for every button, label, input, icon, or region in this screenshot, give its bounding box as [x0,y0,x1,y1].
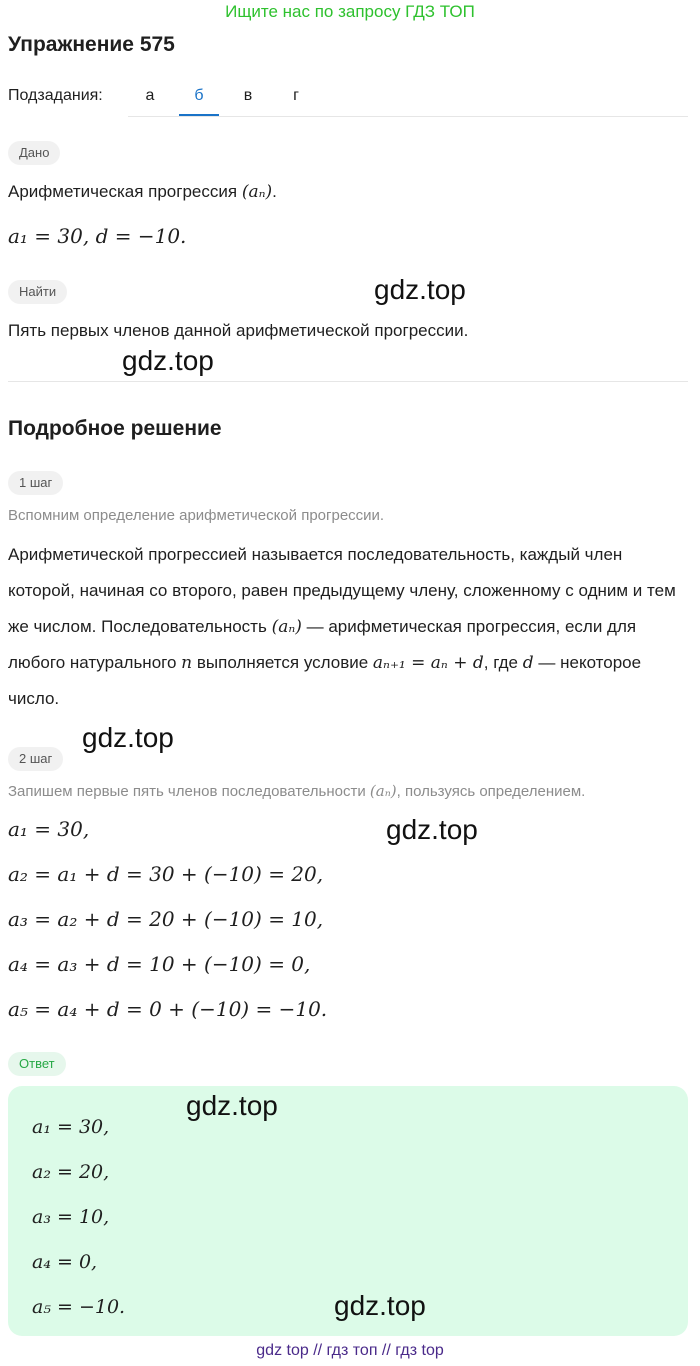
step2-line-3: a₃ = a₂ + d = 20 + (−10) = 10, [8,907,324,931]
answer-line-4: a₄ = 0, [32,1251,98,1273]
tab-a[interactable]: а [145,87,155,104]
solution-title: Подробное решение [8,417,222,440]
watermark: gdz.top [334,1290,426,1321]
step2-line-5: a₅ = a₄ + d = 0 + (−10) = −10. [8,997,328,1021]
step1-hint: Вспомним определение арифметической прогрессии. [8,507,385,524]
step1-p5: — некоторое число. [8,653,642,708]
step1-p4: , где [483,653,519,672]
step1-n: n [181,653,193,673]
subtasks-label: Подзадания: [8,87,103,104]
answer-line-5: a₅ = −10. [32,1296,126,1318]
top-banner: Ищите нас по запросу ГДЗ ТОП [225,2,475,21]
answer-line-1: a₁ = 30, [32,1116,110,1138]
given-text: Арифметическая прогрессия (aₙ). [8,182,277,202]
tab-g[interactable]: г [293,87,299,104]
step1-seq: (aₙ) [271,617,302,637]
given-formula: a₁ = 30, d = −10. [8,224,187,248]
step1-p1: Арифметической прогрессией называется последовательность, каждый член которой, начиная со второго, равен предыдущему члену, сложенному с одним и тем же числом. Последовательность [8,545,676,636]
answer-line-3: a₃ = 10, [32,1206,110,1228]
given-chip: Дано [8,141,60,165]
answer-line-2: a₂ = 20, [32,1161,110,1183]
step2-line-4: a₄ = a₃ + d = 10 + (−10) = 0, [8,952,311,976]
step1-paragraph [8,537,690,717]
step2-line-2: a₂ = a₁ + d = 30 + (−10) = 20, [8,862,324,886]
step2-seq: (aₙ) [369,782,397,800]
step1-cond: aₙ₊₁ = aₙ + d [372,653,484,673]
page-title: Упражнение 575 [8,33,175,56]
watermark: gdz.top [386,814,478,845]
section-divider [8,381,688,382]
step1-d: d [522,653,534,673]
tab-b[interactable]: б [179,76,219,116]
tab-v[interactable]: в [243,87,253,104]
watermark: gdz.top [82,722,174,753]
step2-line-1: a₁ = 30, [8,817,90,841]
given-label: Арифметическая прогрессия [8,182,238,201]
step1-p3: выполняется условие [196,653,369,672]
answer-chip: Ответ [8,1052,66,1076]
find-chip: Найти [8,280,67,304]
find-text: Пять первых членов данной арифметической прогрессии. [8,321,469,340]
footer-links: gdz top // гдз топ // гдз top [256,1342,444,1359]
subtask-tabs [128,76,688,117]
watermark: gdz.top [122,345,214,376]
given-seq: (aₙ) [241,182,273,202]
step1-chip: 1 шаг [8,471,63,495]
watermark: gdz.top [374,274,466,305]
step1-p2: — арифметическая прогрессия, если для любого натурального [8,617,637,672]
step2-chip: 2 шаг [8,747,63,771]
step2-hint-a: Запишем первые пять членов последовательности [8,783,366,800]
step2-hint [8,782,585,800]
watermark: gdz.top [186,1090,278,1121]
step2-hint-b: , пользуясь определением. [396,783,586,800]
